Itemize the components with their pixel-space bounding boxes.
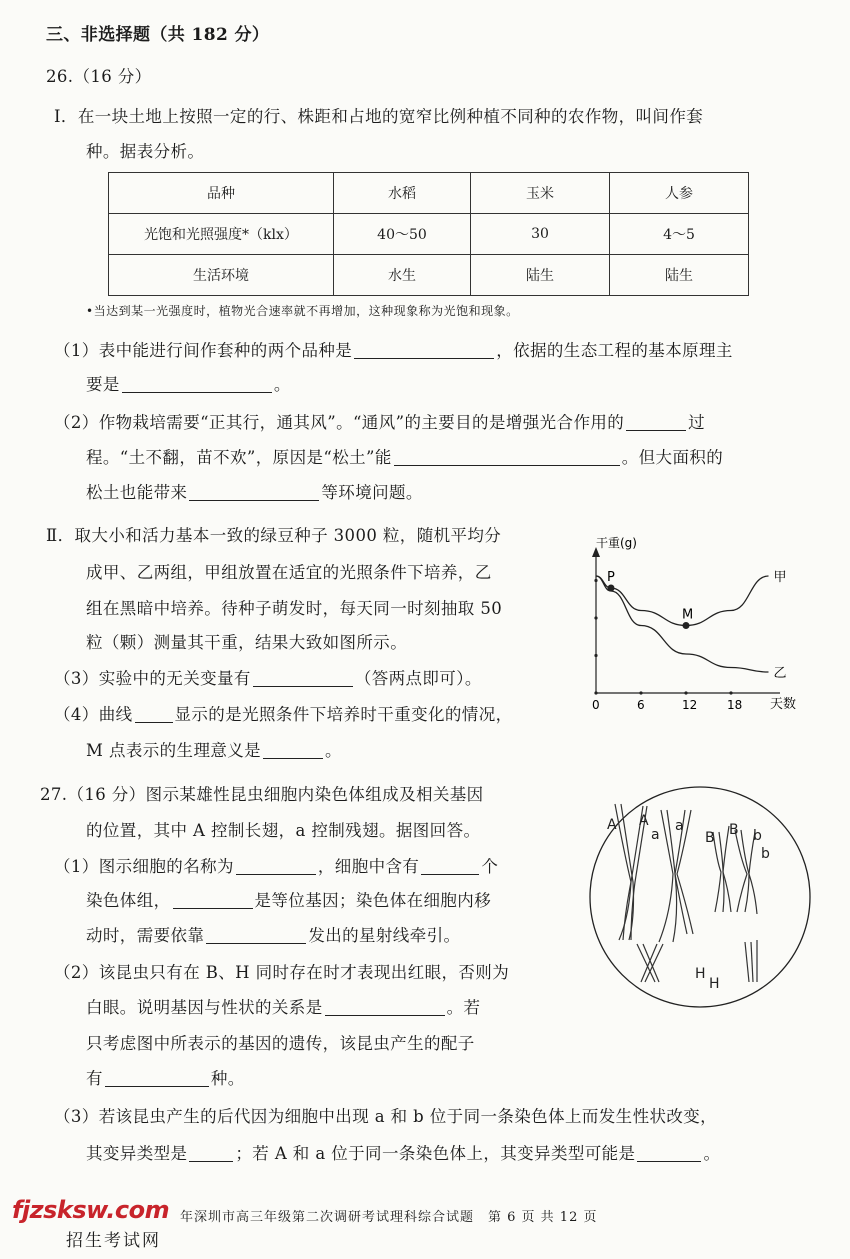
cell-diagram (585, 782, 815, 1012)
x-axis-label: 天数 (770, 697, 797, 712)
table-header-cell: 水稻 (334, 173, 471, 214)
table-row (109, 214, 749, 255)
q27-sub2-text-c: 。若 (446, 998, 481, 1017)
q26-sub4-line1 (54, 704, 513, 726)
answer-blank[interactable] (394, 447, 620, 466)
q26-sub1-text-d: 。 (273, 375, 291, 394)
q27-sub3-text-c: ；若 A 和 a 位于同一条染色体上，其变异类型可能是 (235, 1144, 636, 1163)
table-cell: 4～5 (610, 214, 749, 255)
x-tick-mark (639, 691, 642, 694)
answer-blank[interactable] (626, 412, 686, 431)
gene-label-a: a (651, 827, 660, 843)
x-tick-label: 12 (682, 698, 698, 712)
table-cell: 30 (471, 214, 610, 255)
q26-sub3 (54, 668, 482, 690)
q27-sub2-line3: 只考虑图中所表示的基因的遗传，该昆虫产生的配子 (86, 1034, 475, 1053)
q27-sub1-text-e: 是等位基因；染色体在细胞内移 (254, 891, 492, 910)
x-tick-label: 6 (637, 698, 645, 712)
answer-blank[interactable] (135, 704, 173, 723)
q26-sub4-text-a: （4）曲线 (54, 705, 133, 724)
q27-sub1-line2 (86, 890, 491, 912)
answer-blank[interactable] (263, 740, 323, 759)
x-tick-mark (729, 691, 732, 694)
table-cell: 光饱和光照强度*（klx） (109, 214, 334, 255)
answer-blank[interactable] (325, 997, 445, 1016)
point-P (608, 585, 615, 592)
chromosome (749, 832, 757, 914)
q27-sub2-line2 (86, 997, 480, 1019)
q26-sub1-line1 (54, 340, 733, 362)
q26-sub3-text-a: （3）实验中的无关变量有 (54, 669, 251, 688)
point-label: P (607, 570, 615, 585)
chromosome (735, 830, 747, 912)
q26-sub2-text-e: 松土也能带来 (86, 483, 188, 502)
x-tick-label: 0 (592, 698, 600, 712)
y-tick-mark (594, 616, 597, 619)
gene-label-H: H (709, 976, 720, 992)
q26-sub2-line1 (54, 412, 705, 434)
q26-part2-line3: 组在黑暗中培养。待种子萌发时，每天同一时刻抽取 50 (86, 599, 503, 618)
y-axis-label: 干重(g) (596, 536, 637, 550)
y-tick-mark (594, 654, 597, 657)
q27-sub2-line1: （2）该昆虫只有在 B、H 同时存在时才表现出红眼，否则为 (54, 963, 510, 982)
answer-blank[interactable] (421, 856, 479, 875)
table-header-cell: 人参 (610, 173, 749, 214)
q27-sub1-text-d: 染色体组， (86, 891, 171, 910)
q26-part1-line1: Ⅰ．在一块土地上按照一定的行、株距和占地的宽窄比例种植不同种的农作物，叫间作套 (54, 107, 704, 126)
q26-sub1-line2 (86, 374, 291, 396)
q26-sub4-text-c: M 点表示的生理意义是 (86, 741, 262, 760)
q26-sub1-text-a: （1）表中能进行间作套种的两个品种是 (54, 341, 353, 360)
table-cell: 水生 (334, 255, 471, 296)
q26-sub2-line2 (86, 447, 723, 469)
x-tick-mark (684, 691, 687, 694)
q26-header: 26.（16 分） (46, 67, 152, 86)
q26-part2-line4: 粒（颗）测量其干重，结果大致如图所示。 (86, 633, 408, 652)
table-footnote: •当达到某一光强度时，植物光合速率就不再增加，这种现象称为光饱和现象。 (86, 304, 519, 318)
light-saturation-table (108, 172, 749, 296)
q26-part1-line2: 种。据表分析。 (86, 142, 205, 161)
q27-sub3-line2 (86, 1143, 720, 1165)
gene-label-b: b (753, 828, 762, 844)
series-label: 甲 (773, 570, 787, 585)
answer-blank[interactable] (189, 1143, 233, 1162)
q26-sub2-text-d: 。但大面积的 (621, 448, 724, 467)
q27-sub1-text-g: 发出的星射线牵引。 (308, 926, 461, 945)
q27-line2: 的位置，其中 A 控制长翅，a 控制残翅。据图回答。 (86, 821, 481, 840)
answer-blank[interactable] (253, 668, 353, 687)
q27-sub2-text-e: 有 (86, 1069, 103, 1088)
gene-label-a: a (675, 818, 684, 834)
q26-sub3-text-b: （答两点即可）。 (354, 669, 482, 688)
chromosome (751, 942, 753, 982)
q27-sub1-text-f: 动时，需要依靠 (86, 926, 205, 945)
gene-label-H: H (695, 966, 706, 982)
q27-sub3-text-b: 其变异类型是 (86, 1144, 188, 1163)
q26-sub4-line2 (86, 740, 342, 762)
table-header-cell: 品种 (109, 173, 334, 214)
gene-label-b: b (761, 846, 770, 862)
chromosome (745, 942, 749, 982)
gene-label-A: A (607, 817, 617, 833)
series-line-乙 (596, 576, 769, 672)
q27-sub1-text-a: （1）图示细胞的名称为 (54, 857, 234, 876)
page-footer: 年深圳市高三年级第二次调研考试理科综合试题 第 6 页 共 12 页 (180, 1210, 598, 1225)
answer-blank[interactable] (637, 1143, 701, 1162)
table-cell: 陆生 (471, 255, 610, 296)
table-cell: 生活环境 (109, 255, 334, 296)
section-title: 三、非选择题（共 182 分） (46, 25, 270, 45)
q27-sub3-text-d: 。 (703, 1144, 721, 1163)
gene-label-B: B (729, 822, 739, 838)
gene-label-A: A (639, 813, 649, 829)
q27-sub2-text-f: 种。 (210, 1069, 245, 1088)
q27-sub3-line1: （3）若该昆虫产生的后代因为细胞中出现 a 和 b 位于同一条染色体上而发生性状改变， (54, 1107, 718, 1126)
gene-label-B: B (705, 830, 715, 846)
gene-labels (607, 813, 770, 992)
point-M (683, 622, 690, 629)
q26-sub2-text-a: （2）作物栽培需要“正其行，通其风”。“通风”的主要目的是增强光合作用的 (54, 413, 625, 432)
answer-blank[interactable] (105, 1068, 209, 1087)
chromosome (659, 810, 673, 942)
q26-sub4-text-d: 。 (325, 741, 342, 760)
q27-sub2-line4 (86, 1068, 245, 1090)
q26-sub1-text-c: 要是 (86, 375, 120, 394)
q26-sub2-text-f: 等环境问题。 (321, 483, 423, 502)
q26-sub2-line3 (86, 482, 423, 504)
table-header-cell: 玉米 (471, 173, 610, 214)
answer-blank[interactable] (206, 925, 306, 944)
q26-sub2-text-c: 程。“土不翻，苗不欢”，原因是“松土”能 (86, 448, 392, 467)
answer-blank[interactable] (122, 374, 272, 393)
dry-weight-chart (580, 525, 810, 720)
q27-sub1-text-c: 个 (481, 857, 499, 876)
q27-sub2-text-b: 白眼。说明基因与性状的关系是 (86, 998, 323, 1017)
table-header-row (109, 173, 749, 214)
y-tick-mark (594, 579, 597, 582)
table-cell: 40～50 (334, 214, 471, 255)
site-logo-subtitle: 招生考试网 (66, 1231, 161, 1251)
answer-blank[interactable] (236, 856, 316, 875)
q26-sub1-text-b: ，依据的生态工程的基本原理主 (496, 341, 733, 360)
table-cell: 陆生 (610, 255, 749, 296)
q26-sub4-text-b: 显示的是光照条件下培养时干重变化的情况， (174, 705, 513, 724)
answer-blank[interactable] (354, 340, 494, 359)
chromosome (741, 830, 749, 912)
answer-blank[interactable] (173, 890, 253, 909)
q27-sub1-text-b: ，细胞中含有 (317, 857, 420, 876)
q27-line1: 27.（16 分）图示某雄性昆虫细胞内染色体组成及相关基因 (40, 785, 484, 804)
q26-sub2-text-b: 过 (688, 413, 706, 432)
table-row (109, 255, 749, 296)
site-logo: fjzsksw.com (12, 1196, 170, 1224)
series-label: 乙 (773, 666, 787, 681)
x-tick-label: 18 (727, 698, 743, 712)
q27-sub1-line1 (54, 856, 498, 878)
point-label: M (682, 607, 694, 623)
x-tick-mark (594, 691, 597, 694)
answer-blank[interactable] (189, 482, 319, 501)
q26-part2-line2: 成甲、乙两组，甲组放置在适宜的光照条件下培养，乙 (86, 563, 492, 582)
q27-sub1-line3 (86, 925, 460, 947)
q26-part2-line1: Ⅱ．取大小和活力基本一致的绿豆种子 3000 粒，随机平均分 (46, 526, 502, 545)
